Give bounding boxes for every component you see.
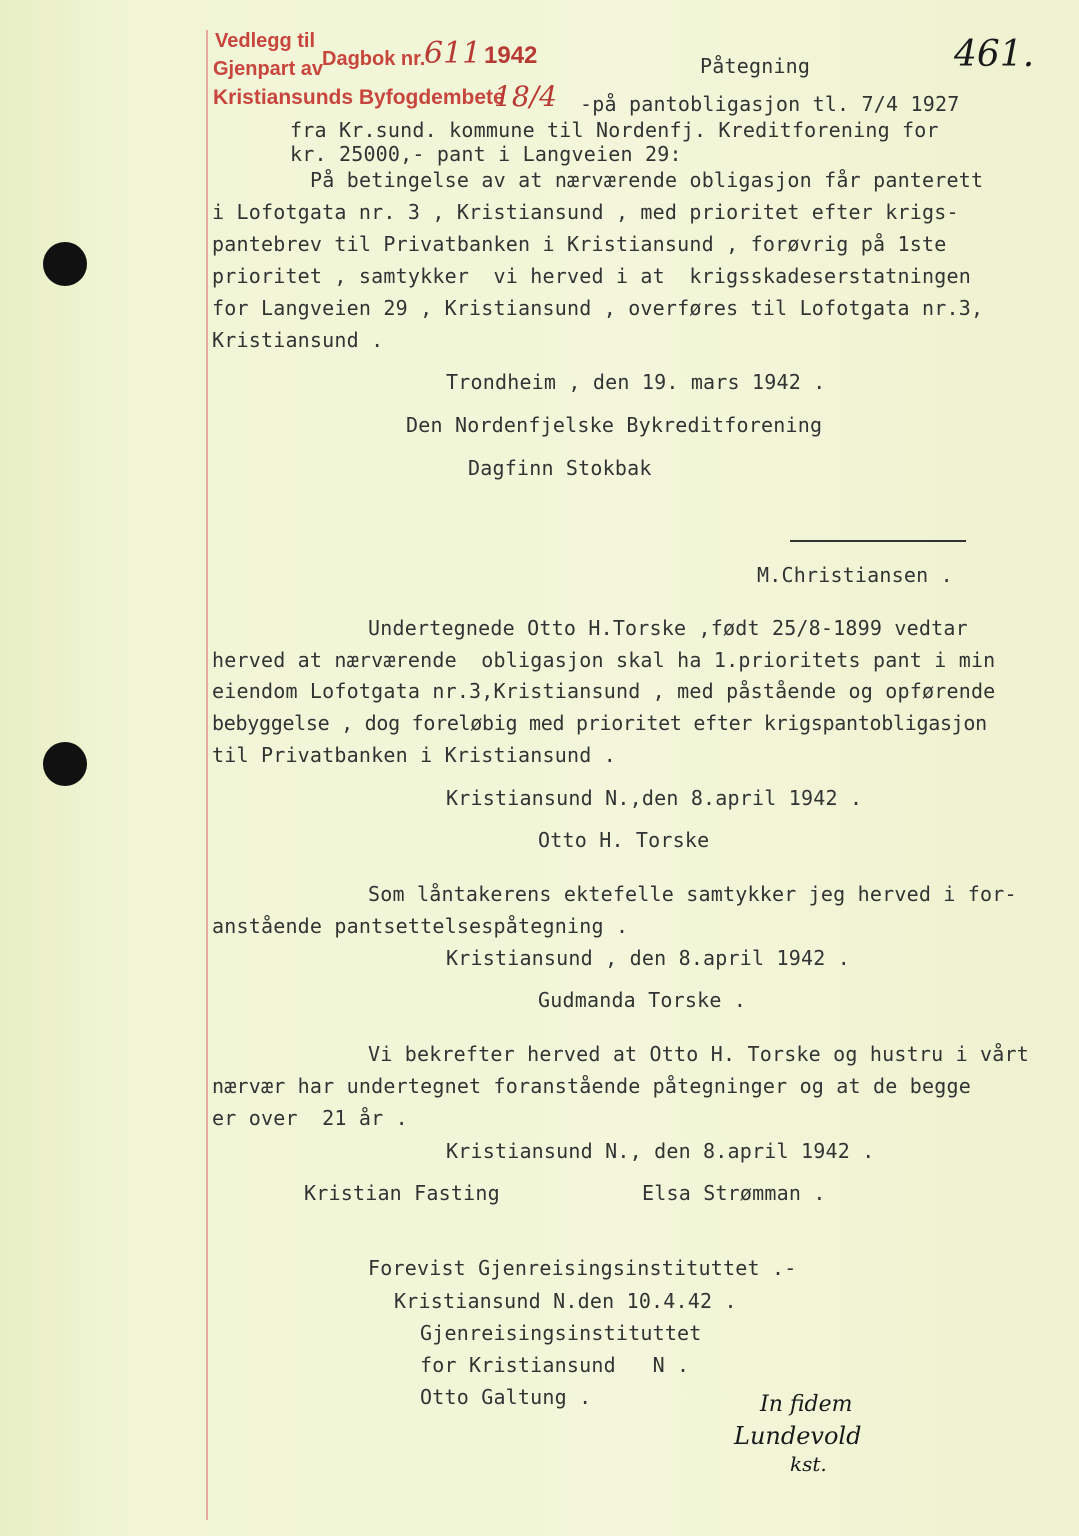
punch-hole-top xyxy=(43,242,87,286)
para2-line-4: bebyggelse , dog foreløbig med prioritet efter krigspantobligasjon xyxy=(212,711,987,735)
punch-hole-bottom xyxy=(43,742,87,786)
sig4-witness-2: Elsa Strømman . xyxy=(642,1181,826,1205)
stamp-dagbok-label: Dagbok nr. xyxy=(322,48,426,70)
body-line-4: prioritet , samtykker vi herved i at krigsskadeserstatningen xyxy=(212,264,971,288)
footer-line-4: for Kristiansund N . xyxy=(420,1353,690,1377)
header-line-1: -på pantobligasjon tl. 7/4 1927 xyxy=(580,92,960,116)
para3-line-1: Som låntakerens ektefelle samtykker jeg herved i for- xyxy=(368,882,1017,906)
body-line-5: for Langveien 29 , Kristiansund , overføres til Lofotgata nr.3, xyxy=(212,296,984,320)
stamp-line-1: Vedlegg til xyxy=(215,30,316,52)
sig1-place-date: Trondheim , den 19. mars 1942 . xyxy=(446,370,826,394)
signature-line-3: kst. xyxy=(790,1452,827,1476)
page-number: 461. xyxy=(954,34,1035,75)
body-line-2: i Lofotgata nr. 3 , Kristiansund , med prioritet efter krigs- xyxy=(212,200,959,224)
footer-line-2: Kristiansund N.den 10.4.42 . xyxy=(394,1289,737,1313)
sig1-name-2: M.Christiansen . xyxy=(757,563,953,587)
sig3-name: Gudmanda Torske . xyxy=(538,988,747,1012)
heading: Påtegning xyxy=(700,54,811,78)
body-line-6: Kristiansund . xyxy=(212,328,384,352)
para4-line-3: er over 21 år . xyxy=(212,1106,408,1130)
sig1-org: Den Nordenfjelske Bykreditforening xyxy=(406,413,823,437)
para3-line-2: anstående pantsettelsespåtegning . xyxy=(212,914,629,938)
sig2-name: Otto H. Torske xyxy=(538,828,710,852)
sig4-place-date: Kristiansund N., den 8.april 1942 . xyxy=(446,1139,875,1163)
para2-line-1: Undertegnede Otto H.Torske ,født 25/8-1899 vedtar xyxy=(368,616,968,640)
sig1-name: Dagfinn Stokbak xyxy=(468,456,652,480)
footer-line-1: Forevist Gjenreisingsinstituttet .- xyxy=(368,1256,797,1280)
signature-line-1: In fidem xyxy=(760,1392,853,1417)
para2-line-5: til Privatbanken i Kristiansund . xyxy=(212,743,616,767)
stamp-line-3: Kristiansunds Byfogdembete xyxy=(213,86,505,109)
body-line-3: pantebrev til Privatbanken i Kristiansund , forøvrig på 1ste xyxy=(212,232,947,256)
para2-line-3: eiendom Lofotgata nr.3,Kristiansund , med påstående og opførende xyxy=(212,679,996,703)
margin-line xyxy=(206,30,208,1520)
stamp-line-2: Gjenpart av xyxy=(213,58,324,80)
footer-line-3: Gjenreisingsinstituttet xyxy=(420,1321,702,1345)
footer-line-5: Otto Galtung . xyxy=(420,1385,592,1409)
dagbok-year: 1942 xyxy=(484,42,538,69)
header-line-3: kr. 25000,- pant i Langveien 29: xyxy=(290,142,682,166)
sig4-witness-1: Kristian Fasting xyxy=(304,1181,500,1205)
dagbok-number: 611 xyxy=(424,36,482,71)
para2-line-2: herved at nærværende obligasjon skal ha 1.prioritets pant i min xyxy=(212,648,996,672)
dagbok-date: 18/4 xyxy=(494,80,557,113)
signature-rule xyxy=(790,540,966,542)
sig2-place-date: Kristiansund N.,den 8.april 1942 . xyxy=(446,786,863,810)
sig3-place-date: Kristiansund , den 8.april 1942 . xyxy=(446,946,850,970)
signature-line-2: Lundevold xyxy=(734,1422,862,1450)
para4-line-2: nærvær har undertegnet foranstående påtegninger og at de begge xyxy=(212,1074,971,1098)
body-line-1: På betingelse av at nærværende obligasjon får panterett xyxy=(310,168,984,192)
para4-line-1: Vi bekrefter herved at Otto H. Torske og hustru i vårt xyxy=(368,1042,1030,1066)
header-line-2: fra Kr.sund. kommune til Nordenfj. Kreditforening for xyxy=(290,118,939,142)
